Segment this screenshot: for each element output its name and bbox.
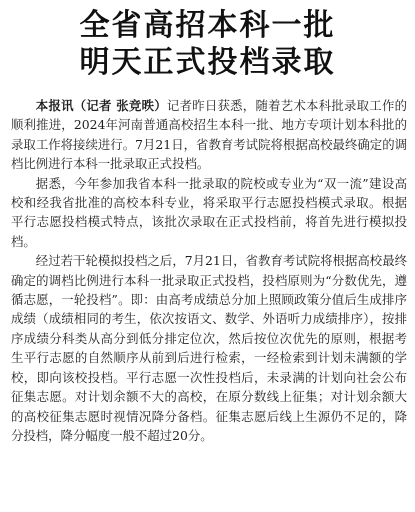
article-body	[11, 96, 407, 445]
paragraph-1	[11, 96, 407, 174]
paragraph-3: 经过若干轮模拟投档之后，7月21日，省教育考试院将根据高校最终确定的调档比例进行本科一批录取正式投档，投档原则为“分数优先，遵循志愿，一轮投档”。即：由高考成绩总分加上照顾政策分值后生成排序成绩（成绩相同的考生，依次按语文、数学、外语听力成绩排序），按排序成绩分科类从高分到低分排定位次，然后按位次优先的原则，根据考生平行志愿的自然顺序从前到后进行检索，一经检索到计划未满额的学校，即向该校投档。平行志愿一次性投档后，未录满的计划向社会公布征集志愿。对计划余额不大的高校，在原分数线上征集；对计划余额大的高校征集志愿时视情况降分备档。征集志愿后线上生源仍不足的，降分投档，降分幅度一般不超过20分。	[11, 253, 407, 443]
paragraph-2: 据悉，今年参加我省本科一批录取的院校或专业为“双一流”建设高校和经我省批准的高校本科专业，将采取平行志愿投档模式录取。根据平行志愿投档模式特点，该批次录取在正式投档前，将首先进行模拟投档。	[11, 175, 407, 249]
headline-line-2: 明天正式投档录取	[79, 45, 336, 80]
byline: 本报讯（记者 张竞昳）	[35, 98, 167, 113]
headline-line-1: 全省高招本科一批	[79, 8, 336, 43]
paragraph-1-text: 记者昨日获悉，随着艺术本科批录取工作的顺利推进，2024年河南普通高校招生本科一批、地方专项计划本科批的录取工作将接续进行。7月21日，省教育考试院将根据高校最终确定的调档比例进行本科一批录取正式投档。	[11, 98, 407, 172]
